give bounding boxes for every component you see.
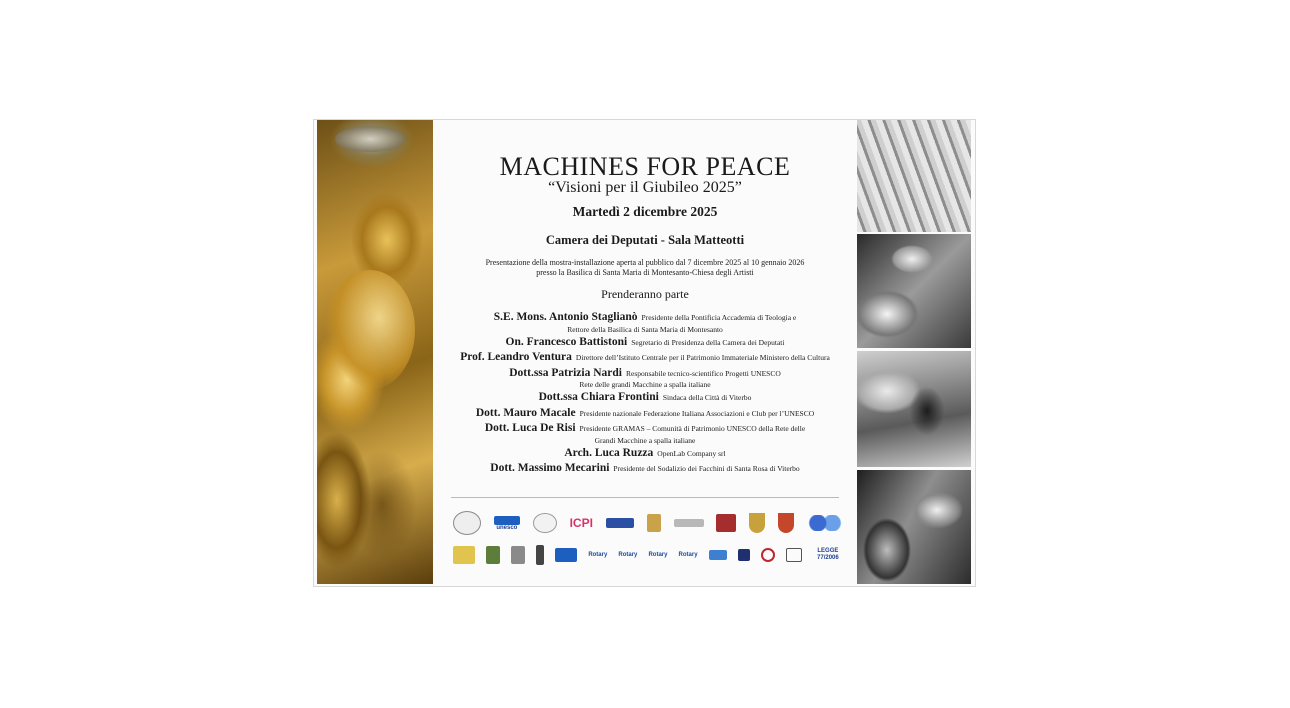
participant-name: Dott.ssa Patrizia Nardi [509, 366, 622, 379]
bearer-shoulder-photo [857, 351, 971, 467]
unesco-club-logo [555, 548, 577, 562]
italian-emblem-icon [453, 511, 481, 535]
ministero-cultura-logo [606, 518, 634, 528]
event-venue: Camera dei Deputati - Sala Matteotti [545, 233, 745, 247]
participants-heading: Prenderanno parte [601, 287, 689, 301]
participant [429, 420, 861, 445]
organization-logo [674, 519, 704, 527]
event-date: Martedì 2 dicembre 2025 [572, 204, 718, 219]
participant-role: Presidente nazionale Federazione Italiana Associazioni e Club per l’UNESCO [579, 408, 815, 418]
icpi-logo: ICPI [569, 516, 593, 530]
participant-name: Dott. Luca De Risi [484, 422, 576, 434]
unesco-logo: unesco [494, 516, 520, 531]
organization-logo [738, 549, 750, 561]
lattice-sculpture-photo [857, 120, 971, 232]
participant-role: OpenLab Company srl [657, 448, 726, 458]
participant-role-cont: Rettore della Basilica di Santa Maria di Montesanto [567, 324, 723, 334]
event-subtitle: “Visioni per il Giubileo 2025” [548, 179, 742, 196]
participant [429, 309, 861, 334]
participant-name: Dott. Massimo Mecarini [490, 462, 610, 474]
participant-role: Segretario di Presidenza della Camera dei Deputati [631, 337, 785, 347]
tower-icon [536, 545, 544, 565]
rotary-logo: Rotary [588, 552, 608, 558]
photo-collage [857, 120, 975, 584]
participant [429, 389, 861, 405]
region-crest-icon [778, 513, 794, 533]
presentation-text [433, 258, 857, 278]
participant-name: Prof. Leandro Ventura [460, 351, 572, 363]
logo-row [453, 542, 843, 568]
participant-role-cont: Grandi Macchine a spalla italiane [594, 435, 696, 445]
logo-row [453, 510, 843, 536]
rotary-logo: Rotary [618, 552, 638, 558]
rotary-logo: Rotary [648, 552, 668, 558]
participant-name: Dott. Mauro Macale [475, 406, 576, 419]
participant-role: Responsabile tecnico-scientifico Progetti UNESCO [625, 368, 781, 378]
organization-logo [709, 550, 727, 560]
bandiera-logo [453, 546, 475, 564]
rotary-logo: Rotary [678, 552, 698, 558]
city-crest-icon [716, 514, 736, 532]
participant [429, 334, 861, 350]
golden-statue-image [317, 120, 433, 584]
association-logo [807, 515, 843, 531]
participant-name: Dott.ssa Chiara Frontini [538, 391, 659, 403]
church-crest-icon [647, 514, 661, 532]
participant-role: Presidente della Pontificia Accademia di Teologia e [641, 313, 797, 322]
sponsor-logos [453, 510, 843, 574]
presentation-line-2: presso la Basilica di Santa Maria di Montesanto-Chiesa degli Artisti [536, 268, 754, 277]
bearers-photo [857, 234, 971, 348]
participant [429, 365, 861, 390]
event-poster [314, 120, 975, 586]
legge-logo: LEGGE 77/2006 [817, 548, 839, 561]
participant-role: Sindaca della Città di Viterbo [662, 393, 752, 402]
organization-logo [761, 548, 775, 562]
participant-role: Direttore dell’Istituto Centrale per il Patrimonio Immateriale Ministero della Cultura [575, 353, 830, 362]
participant-name: Arch. Luca Ruzza [564, 446, 654, 459]
participant-role-cont: Rete delle grandi Macchine a spalla italiane [579, 380, 711, 389]
participant-role: Presidente GRAMAS – Comunità di Patrimonio UNESCO della Rete delle [579, 424, 806, 433]
poster-text-area [433, 120, 857, 586]
presentation-line-1: Presentazione della mostra-installazione aperta al pubblico dal 7 dicembre 2025 al 10 gennaio 2026 [485, 258, 805, 267]
ministry-emblem-icon [533, 513, 557, 533]
participant-name: On. Francesco Battistoni [505, 335, 628, 348]
participant [429, 349, 861, 365]
event-title: MACHINES FOR PEACE [499, 152, 791, 181]
organization-logo [786, 548, 802, 562]
bearers-lifting-photo [857, 470, 971, 584]
viterbo-crest-icon [749, 513, 765, 533]
participant-role: Presidente del Sodalizio dei Facchini di Santa Rosa di Viterbo [613, 464, 800, 473]
participants-list [429, 309, 861, 476]
divider [451, 497, 839, 498]
participant-name: S.E. Mons. Antonio Staglianò [493, 311, 638, 323]
participant [429, 445, 861, 461]
participant [429, 460, 861, 476]
crest-icon [511, 546, 525, 564]
crest-icon [486, 546, 500, 564]
participant [429, 405, 861, 421]
